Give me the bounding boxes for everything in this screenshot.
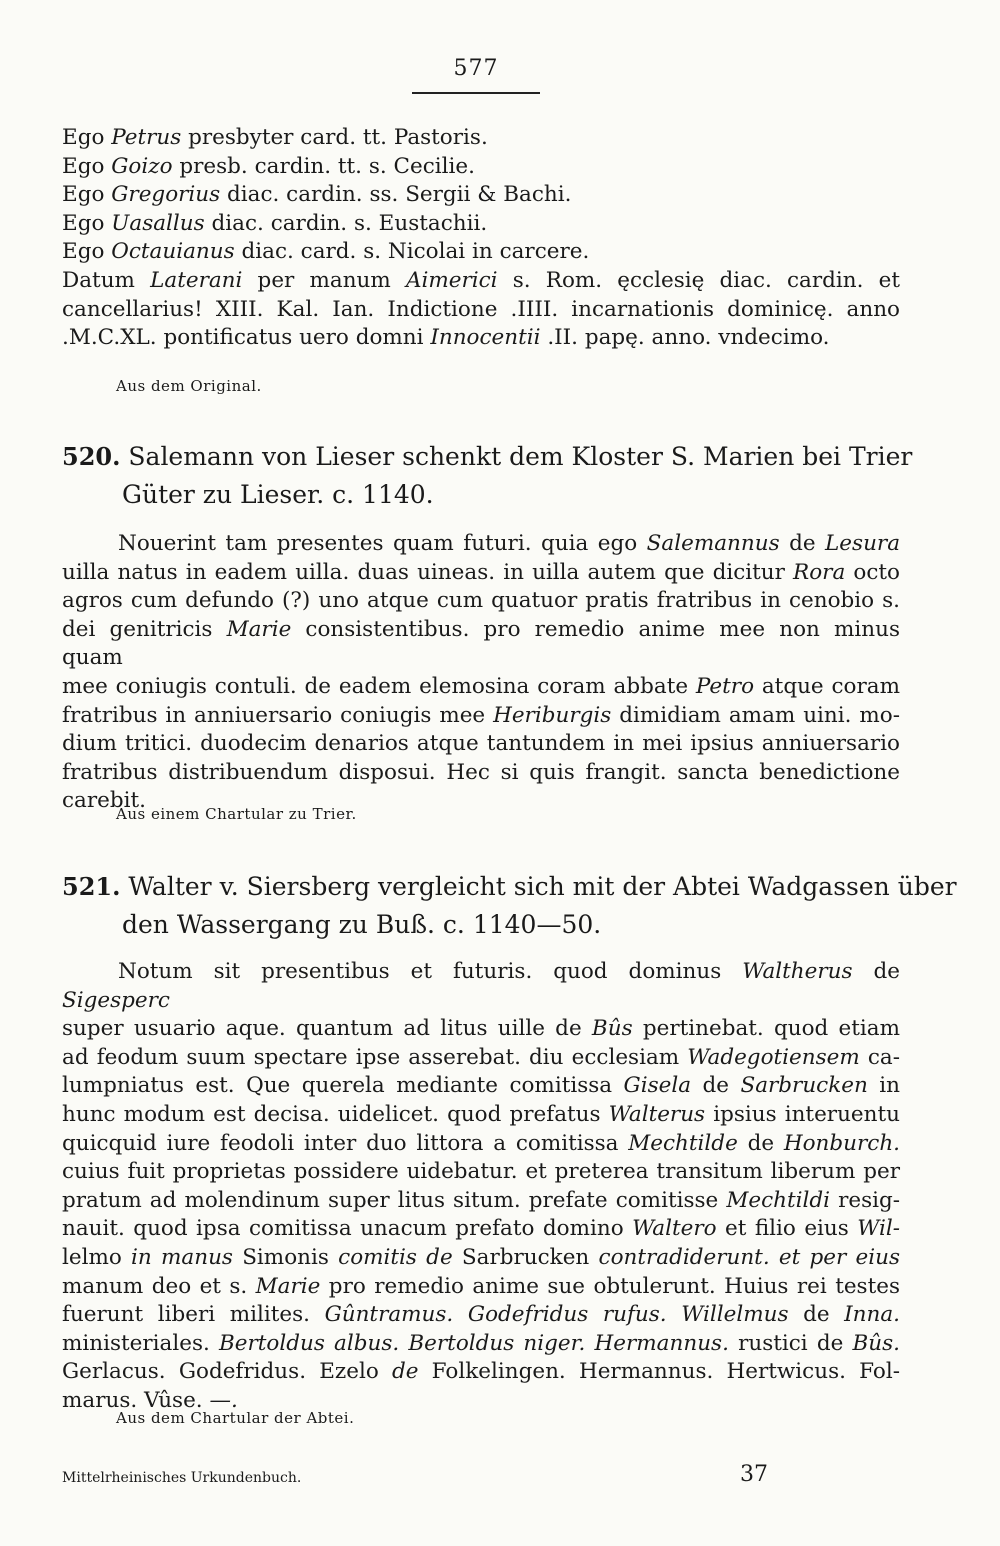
charter-521-text	[62, 958, 900, 1416]
text-line	[62, 559, 900, 588]
italic-name	[566, 1359, 579, 1384]
text-line	[62, 530, 900, 559]
text-run: in	[867, 1073, 901, 1099]
text-run: dium tritici. duodecim denarios atque tantundem in mei ipsius anniuersario	[62, 731, 900, 757]
text-run	[585, 1331, 594, 1356]
text-run: Hermannus.	[578, 1359, 714, 1385]
text-line	[62, 1301, 900, 1330]
italic-name: Gûntramus.	[324, 1302, 454, 1328]
italic-name: Lesura	[825, 531, 901, 556]
text-line	[62, 616, 900, 673]
text-line	[62, 1044, 900, 1073]
charter-521-heading	[62, 868, 957, 944]
italic-name: Wadegotiensem	[687, 1044, 860, 1070]
text-line	[62, 1244, 900, 1273]
text-line	[62, 153, 900, 182]
signature-mark: 37	[740, 1462, 768, 1487]
text-run: Notum sit presentibus et futuris. quod dominus	[118, 959, 743, 984]
text-run: super usuario aque. quantum ad litus uille de	[62, 1016, 592, 1042]
text-run: carebit.	[62, 788, 146, 814]
text-run: octo	[845, 559, 900, 585]
text-run: Ego	[62, 153, 112, 179]
text-line	[62, 1130, 900, 1159]
text-line	[62, 1358, 900, 1387]
text-run: Ezelo	[319, 1359, 379, 1385]
italic-name: Willelmus	[681, 1302, 789, 1328]
text-run: ipsius interuentu	[705, 1101, 900, 1127]
charter-521-title-line-1: Walter v. Siersberg vergleicht sich mit der Abtei Wadgassen über	[128, 872, 957, 901]
text-run: diac. cardin. s. Eustachii.	[204, 210, 488, 236]
text-run: marus.	[62, 1387, 138, 1413]
source-note-1: Aus dem Original.	[116, 377, 262, 395]
book-title-footer: Mittelrheinisches Urkundenbuch.	[62, 1470, 302, 1486]
text-run: atque coram	[754, 673, 900, 699]
text-line	[62, 267, 900, 296]
italic-name: Gregorius	[111, 182, 221, 208]
text-run: de	[779, 531, 826, 556]
italic-name: Honburch.	[783, 1130, 900, 1156]
text-run: de	[788, 1302, 845, 1328]
text-run: Datum	[62, 268, 151, 293]
text-line	[62, 702, 900, 731]
text-run: fratribus in anniuersario coniugis mee	[62, 702, 494, 728]
charter-520-title-line-2: Güter zu Lieser. c. 1140.	[122, 480, 434, 509]
text-run: Ego	[62, 125, 112, 150]
italic-name: Octauianus	[111, 239, 235, 265]
italic-name: Marie	[255, 1273, 321, 1299]
italic-name: Mechtilde	[628, 1130, 738, 1156]
text-run: diac. cardin. ss. Sergii & Bachi.	[220, 182, 572, 208]
text-line	[62, 730, 900, 759]
text-run: uilla natus in eadem uilla. duas uineas. in uilla autem que dicitur	[62, 559, 794, 585]
italic-name: Sarbrucken	[740, 1073, 868, 1099]
italic-name: Heriburgis	[493, 702, 612, 728]
italic-name: —.	[202, 1387, 238, 1413]
source-note-520: Aus einem Chartular zu Trier.	[116, 805, 357, 823]
text-run: Nouerint tam presentes quam futuri. quia ego	[118, 531, 647, 556]
text-run: Vûse.	[144, 1387, 203, 1413]
text-line	[62, 238, 900, 267]
text-run: Gerlacus.	[62, 1359, 166, 1385]
italic-name: contradiderunt. et per eius	[589, 1244, 900, 1270]
italic-name: Laterani	[150, 268, 243, 293]
charter-521-title-line-2: den Wassergang zu Buß. c. 1140—50.	[122, 910, 602, 939]
text-run: nauit. quod ipsa comitissa unacum prefato domino	[62, 1216, 633, 1242]
signature-block	[62, 124, 900, 267]
text-run: .II. papę. anno. vndecimo.	[540, 325, 830, 351]
italic-name: Bertoldus albus.	[218, 1330, 400, 1356]
text-run: de	[691, 1073, 741, 1099]
charter-521-number: 521.	[62, 872, 121, 901]
text-run: s. Rom. ęcclesię diac. cardin. et	[497, 268, 901, 293]
text-run: Ego	[62, 182, 112, 208]
text-run: ca-	[859, 1044, 900, 1070]
text-run: lumpniatus est. Que querela mediante comitissa	[62, 1073, 624, 1099]
text-run: pertinebat. quod etiam	[632, 1016, 901, 1042]
text-run: mee coniugis contuli. de eadem elemosina coram abbate	[62, 673, 696, 699]
text-line	[62, 1101, 900, 1130]
text-run: quicquid iure feodoli inter duo littora a comitissa	[62, 1130, 629, 1156]
italic-name: Marie	[226, 616, 292, 642]
charter-520-title-line-1: Salemann von Lieser schenkt dem Kloster S. Marien bei Trier	[128, 442, 913, 471]
text-run: Folkelingen.	[431, 1359, 566, 1385]
text-run: ad feodum suum spectare ipse asserebat. diu ecclesiam	[62, 1044, 688, 1070]
text-line	[62, 181, 900, 210]
text-run: manum deo et s.	[62, 1273, 256, 1299]
page-number-rule	[412, 92, 540, 94]
italic-name: Gisela	[623, 1073, 692, 1099]
text-line	[62, 958, 900, 1015]
text-run: pratum ad molendinum super litus situm. prefate comitisse	[62, 1187, 727, 1213]
text-run	[453, 1302, 468, 1327]
text-line	[62, 210, 900, 239]
text-line	[62, 324, 900, 353]
italic-name: Aimerici	[405, 268, 498, 293]
italic-name: Rora	[793, 559, 846, 585]
text-run: ministeriales.	[62, 1330, 219, 1356]
text-run: consistentibus. pro remedio anime mee non minus quam	[62, 616, 900, 671]
text-run: rustici de	[728, 1330, 853, 1356]
italic-name: Petro	[695, 673, 755, 699]
text-line	[62, 1187, 900, 1216]
text-run: fratribus distribuendum disposui. Hec si quis frangit. sancta benedictione	[62, 759, 900, 785]
text-line	[62, 587, 900, 616]
text-run: presb. cardin. tt. s. Cecilie.	[172, 153, 475, 179]
text-run: pro remedio anime sue obtulerunt. Huius rei testes	[320, 1273, 900, 1299]
text-run: resig-	[830, 1187, 901, 1213]
text-run: lelmo	[62, 1244, 122, 1270]
text-run: de	[852, 959, 900, 984]
text-run: agros cum defundo (?) uno atque cum quatuor pratis fratribus in cenobio s.	[62, 588, 900, 614]
text-run: cuius fuit proprietas possidere uidebatur. et preterea transitum liberum per	[62, 1159, 900, 1185]
text-line	[62, 296, 900, 325]
text-run: dei genitricis	[62, 616, 227, 642]
italic-name: in manus	[121, 1244, 243, 1270]
italic-name: de	[378, 1359, 432, 1385]
text-run: Ego	[62, 210, 112, 236]
charter-520-text	[62, 530, 900, 816]
italic-name: Walterus	[608, 1101, 706, 1127]
text-run: diac. card. s. Nicolai in carcere.	[234, 239, 590, 265]
italic-name: Bûs	[591, 1016, 633, 1042]
text-line	[62, 1215, 900, 1244]
text-run: dimidiam amam uini. mo-	[611, 702, 900, 728]
text-run: Godefridus.	[178, 1359, 307, 1385]
italic-name: Mechtildi	[726, 1187, 830, 1213]
text-run: et filio eius	[716, 1216, 858, 1242]
italic-name: Sigesperc	[62, 987, 170, 1013]
text-run	[399, 1331, 408, 1356]
italic-name: Inna.	[844, 1302, 901, 1328]
text-run: Fol-	[859, 1359, 900, 1385]
italic-name	[713, 1359, 726, 1384]
text-run: fuerunt liberi milites.	[62, 1302, 325, 1328]
text-line	[62, 673, 900, 702]
italic-name: Waltherus	[742, 959, 853, 984]
text-line	[62, 1330, 900, 1359]
italic-name: Uasallus	[111, 210, 205, 236]
text-run: Simonis	[242, 1244, 329, 1270]
italic-name: Innocentii	[430, 325, 541, 351]
text-run: de	[737, 1130, 784, 1156]
text-run: per manum	[242, 268, 406, 293]
text-run: cancellarius! XIII. Kal. Ian. Indictione .IIII. incarnationis dominicę. anno	[62, 296, 900, 322]
text-line	[62, 1072, 900, 1101]
text-run: .M.C.XL. pontificatus uero domni	[62, 325, 431, 351]
italic-name: Hermannus.	[594, 1330, 729, 1356]
text-line	[62, 759, 900, 788]
text-run: Hertwicus.	[726, 1359, 846, 1385]
dating-clause	[62, 267, 900, 353]
italic-name: Godefridus rufus.	[467, 1302, 667, 1328]
italic-name: Salemannus	[646, 531, 780, 556]
text-line	[62, 1158, 900, 1187]
text-line	[62, 1273, 900, 1302]
italic-name: Bertoldus niger.	[408, 1330, 586, 1356]
page-number: 577	[453, 56, 499, 81]
text-line	[62, 124, 900, 153]
text-run: Ego	[62, 239, 112, 265]
italic-name: Bûs.	[852, 1330, 900, 1356]
charter-520-heading	[62, 438, 913, 514]
italic-name: Waltero	[632, 1216, 717, 1242]
text-run: presbyter card. tt. Pastoris.	[181, 125, 488, 150]
italic-name: Petrus	[111, 125, 182, 150]
charter-520-number: 520.	[62, 442, 121, 471]
text-run: hunc modum est decisa. uidelicet. quod prefatus	[62, 1101, 609, 1127]
text-line	[62, 1015, 900, 1044]
source-note-521: Aus dem Chartular der Abtei.	[116, 1409, 355, 1427]
italic-name: Goizo	[111, 153, 173, 179]
text-run	[667, 1302, 682, 1327]
text-run: Sarbrucken	[461, 1244, 590, 1270]
italic-name: Wil-	[857, 1216, 900, 1242]
italic-name	[166, 1359, 179, 1384]
italic-name	[846, 1359, 859, 1384]
italic-name	[306, 1359, 319, 1384]
italic-name: comitis de	[328, 1244, 462, 1270]
